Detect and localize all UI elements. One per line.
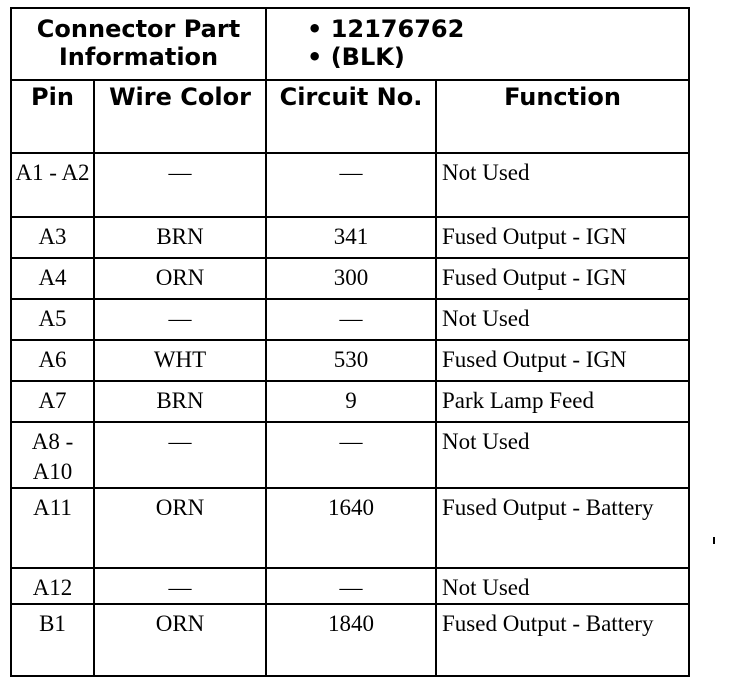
column-header-circuit: Circuit No. xyxy=(266,80,436,153)
part-info-label: Connector Part Information xyxy=(11,8,266,80)
circuit-cell: 1640 xyxy=(266,488,436,568)
wire-color-cell: WHT xyxy=(94,340,266,381)
table-row xyxy=(11,340,689,381)
function-cell: Not Used xyxy=(436,299,689,340)
wire-color-cell: — xyxy=(94,422,266,488)
pin-cell: A5 xyxy=(11,299,94,340)
pin-cell: A11 xyxy=(11,488,94,568)
pin-cell: A3 xyxy=(11,217,94,258)
wire-color-cell: ORN xyxy=(94,488,266,568)
column-header-row xyxy=(11,80,689,153)
table-row xyxy=(11,258,689,299)
wire-color-cell: — xyxy=(94,299,266,340)
wire-color-cell: ORN xyxy=(94,604,266,676)
wire-color-cell: BRN xyxy=(94,381,266,422)
part-numbers xyxy=(266,8,689,80)
function-cell: Fused Output - IGN xyxy=(436,340,689,381)
pin-cell: A7 xyxy=(11,381,94,422)
function-cell: Not Used xyxy=(436,568,689,604)
function-cell: Fused Output - IGN xyxy=(436,217,689,258)
pin-cell: A6 xyxy=(11,340,94,381)
pin-cell: A12 xyxy=(11,568,94,604)
function-cell: Fused Output - Battery xyxy=(436,488,689,568)
circuit-cell: 341 xyxy=(266,217,436,258)
circuit-cell: — xyxy=(266,568,436,604)
column-header-function: Function xyxy=(436,80,689,153)
function-cell: Park Lamp Feed xyxy=(436,381,689,422)
wire-color-cell: BRN xyxy=(94,217,266,258)
table-row xyxy=(11,488,689,568)
function-cell: Not Used xyxy=(436,153,689,217)
part-color: • (BLK) xyxy=(307,43,405,71)
circuit-cell: — xyxy=(266,153,436,217)
table-row xyxy=(11,217,689,258)
connector-table xyxy=(10,7,690,677)
wire-color-cell: ORN xyxy=(94,258,266,299)
pin-cell: A8 - A10 xyxy=(11,422,94,488)
part-number: • 12176762 xyxy=(307,15,465,43)
table-row xyxy=(11,381,689,422)
pin-cell: B1 xyxy=(11,604,94,676)
circuit-cell: 9 xyxy=(266,381,436,422)
circuit-cell: — xyxy=(266,422,436,488)
wire-color-cell: — xyxy=(94,568,266,604)
pin-cell: A4 xyxy=(11,258,94,299)
table-row xyxy=(11,568,689,604)
table-row xyxy=(11,422,689,488)
circuit-cell: — xyxy=(266,299,436,340)
circuit-cell: 300 xyxy=(266,258,436,299)
table-row xyxy=(11,299,689,340)
part-info-row xyxy=(11,8,689,80)
circuit-cell: 530 xyxy=(266,340,436,381)
pin-cell: A1 - A2 xyxy=(11,153,94,217)
table-row xyxy=(11,153,689,217)
column-header-wire-color: Wire Color xyxy=(94,80,266,153)
table-row xyxy=(11,604,689,676)
circuit-cell: 1840 xyxy=(266,604,436,676)
function-cell: Fused Output - Battery xyxy=(436,604,689,676)
column-header-pin: Pin xyxy=(11,80,94,153)
function-cell: Not Used xyxy=(436,422,689,488)
wire-color-cell: — xyxy=(94,153,266,217)
function-cell: Fused Output - IGN xyxy=(436,258,689,299)
scan-mark xyxy=(713,537,715,544)
